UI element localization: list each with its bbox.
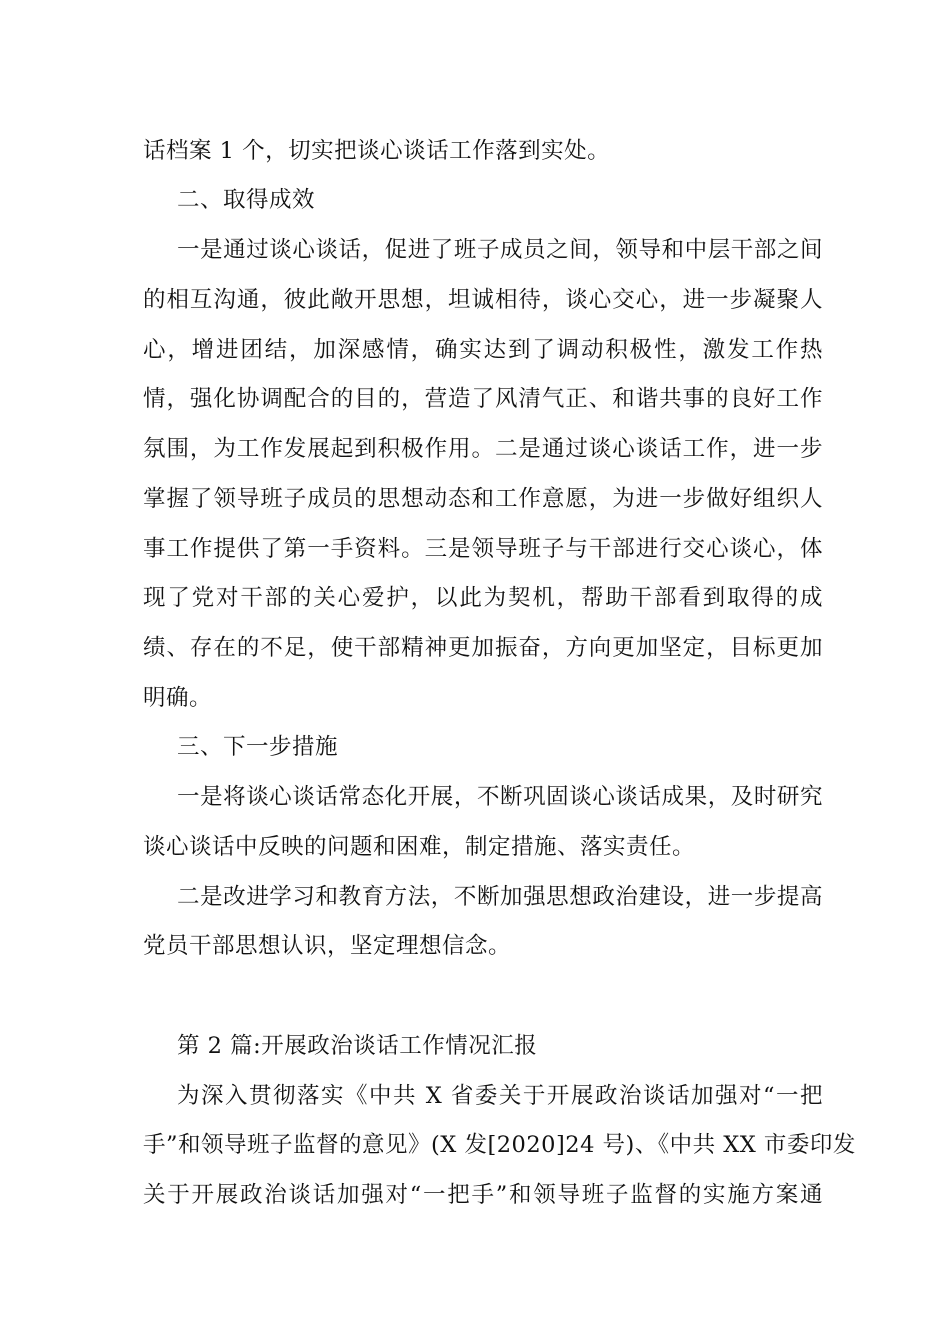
article-title: 第 2 篇:开展政治谈话工作情况汇报 <box>177 1033 538 1059</box>
text-line: 关于开展政治谈话加强对“一把手”和领导班子监督的实施方案通 <box>143 1182 823 1208</box>
text-line: 明确。 <box>143 685 213 711</box>
text-line: 二是改进学习和教育方法，不断加强思想政治建设，进一步提高 <box>177 884 823 910</box>
text-line: 情，强化协调配合的目的，营造了风清气正、和谐共事的良好工作 <box>143 386 823 412</box>
text-line: 为深入贯彻落实《中共 X 省委关于开展政治谈话加强对“一把 <box>177 1083 823 1109</box>
text-line: 现了党对干部的关心爱护，以此为契机，帮助干部看到取得的成 <box>143 585 823 611</box>
text-line: 的相互沟通，彼此敞开思想，坦诚相待，谈心交心，进一步凝聚人 <box>143 287 823 313</box>
text-line: 掌握了领导班子成员的思想动态和工作意愿，为进一步做好组织人 <box>143 486 823 512</box>
section-heading: 三、下一步措施 <box>177 734 339 760</box>
text-line: 一是通过谈心谈话，促进了班子成员之间，领导和中层干部之间 <box>177 237 823 263</box>
text-line: 绩、存在的不足，使干部精神更加振奋，方向更加坚定，目标更加 <box>143 635 823 661</box>
section-heading: 二、取得成效 <box>177 187 316 213</box>
text-line: 谈心谈话中反映的问题和困难，制定措施、落实责任。 <box>143 834 696 860</box>
text-line: 话档案 1 个，切实把谈心谈话工作落到实处。 <box>143 138 611 164</box>
text-line: 一是将谈心谈话常态化开展，不断巩固谈心谈话成果，及时研究 <box>177 784 823 810</box>
text-line: 手”和领导班子监督的意见》(X 发[2020]24 号)、《中共 XX 市委印发 <box>143 1132 856 1158</box>
text-line: 党员干部思想认识，坚定理想信念。 <box>143 933 512 959</box>
text-line: 心，增进团结，加深感情，确实达到了调动积极性，激发工作热 <box>143 337 823 363</box>
text-line: 事工作提供了第一手资料。三是领导班子与干部进行交心谈心，体 <box>143 536 823 562</box>
text-line: 氛围，为工作发展起到积极作用。二是通过谈心谈话工作，进一步 <box>143 436 823 462</box>
